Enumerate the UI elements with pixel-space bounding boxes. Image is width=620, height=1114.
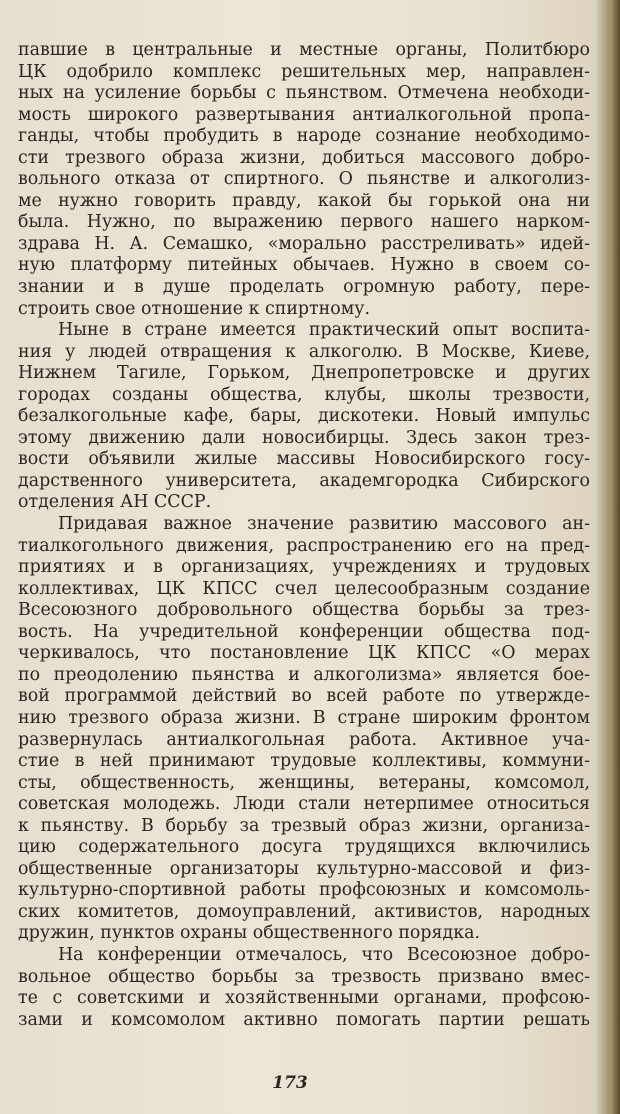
- text-line: развернулась антиалкогольная работа. Активное уча-: [18, 729, 590, 750]
- text-line: черкивалось, что постановление ЦК КПСС «О мерах: [18, 643, 590, 664]
- text-line: дружин, пунктов охраны общественного порядка.: [18, 923, 480, 944]
- text-line: зами и комсомолом активно помогать партии решать: [18, 1009, 590, 1030]
- text-line: ских комитетов, домоуправлений, активистов, народных: [18, 901, 590, 922]
- text-line: вой программой действий во всей работе по утвержде-: [18, 686, 590, 707]
- text-line: вость. На учредительной конференции общества под-: [18, 621, 590, 642]
- text-line: советская молодежь. Люди стали нетерпимее относиться: [18, 794, 590, 815]
- text-line: На конференции отмечалось, что Всесоюзное добро-: [58, 944, 590, 965]
- text-line: павшие в центральные и местные органы, Политбюро: [18, 40, 590, 60]
- text-line: вольного отказа от спиртного. О пьянстве и алкоголиз-: [18, 169, 590, 190]
- text-line: цию содержательного досуга трудящихся включились: [18, 837, 590, 858]
- text-line: приятиях и в организациях, учреждениях и трудовых: [18, 557, 590, 578]
- text-line: была. Нужно, по выражению первого нашего нарком-: [18, 212, 590, 233]
- text-line: сты, общественность, женщины, ветераны, комсомол,: [18, 772, 590, 793]
- text-line: отделения АН СССР.: [18, 492, 212, 513]
- book-spine-edge: [610, 0, 620, 1114]
- text-line: городах созданы общества, клубы, школы трезвости,: [18, 384, 590, 405]
- text-line: знании и в душе проделать огромную работу, пере-: [18, 277, 590, 298]
- text-line: безалкогольные кафе, бары, дискотеки. Новый импульс: [18, 406, 590, 427]
- text-line: строить свое отношение к спиртному.: [18, 298, 371, 319]
- text-line: ния у людей отвращения к алкоголю. В Москве, Киеве,: [18, 341, 590, 362]
- text-line: Нижнем Тагиле, Горьком, Днепропетровске и других: [18, 363, 590, 384]
- text-line: те с советскими и хозяйственными органами, профсою-: [18, 988, 590, 1009]
- text-line: вольное общество борьбы за трезвость призвано вмес-: [18, 966, 590, 987]
- text-line: нию трезвого образа жизни. В стране широким фронтом: [18, 707, 590, 728]
- body-text: [18, 40, 590, 1031]
- text-line: ме нужно говорить правду, какой бы горькой она ни: [18, 190, 590, 211]
- text-line: тиалкогольного движения, распространению его на пред-: [18, 535, 590, 556]
- text-line: Ныне в стране имеется практический опыт воспита-: [58, 320, 590, 341]
- text-line: стие в ней принимают трудовые коллективы, коммуни-: [18, 751, 590, 772]
- text-line: ных на усиление борьбы с пьянством. Отмечена необходи-: [18, 83, 590, 104]
- text-line: вости объявили жилые массивы Новосибирского госу-: [18, 449, 590, 470]
- text-line: ную платформу питейных обычаев. Нужно в своем со-: [18, 255, 590, 276]
- text-line: сти трезвого образа жизни, добиться массового добро-: [18, 147, 590, 168]
- text-line: здрава Н. А. Семашко, «морально расстреливать» идей-: [18, 233, 590, 254]
- text-line: культурно-спортивной работы профсоюзных и комсомоль-: [18, 880, 590, 901]
- text-line: к пьянству. В борьбу за трезвый образ жизни, организа-: [18, 815, 590, 836]
- text-line: мость широкого развертывания антиалкогольной пропа-: [18, 104, 590, 125]
- text-line: дарственного университета, академгородка Сибирского: [18, 470, 590, 491]
- page-number: 173: [272, 1073, 308, 1093]
- text-line: коллективах, ЦК КПСС счел целесообразным создание: [18, 578, 590, 599]
- text-line: общественные организаторы культурно-массовой и физ-: [18, 858, 590, 879]
- text-line: ганды, чтобы пробудить в народе сознание необходимо-: [18, 126, 590, 147]
- text-line: этому движению дали новосибирцы. Здесь закон трез-: [18, 427, 590, 448]
- text-line: ЦК одобрило комплекс решительных мер, направлен-: [18, 61, 590, 82]
- text-line: Всесоюзного добровольного общества борьбы за трез-: [18, 600, 590, 621]
- text-line: Придавая важное значение развитию массового ан-: [58, 514, 590, 535]
- text-line: по преодолению пьянства и алкоголизма» является бое-: [18, 664, 590, 685]
